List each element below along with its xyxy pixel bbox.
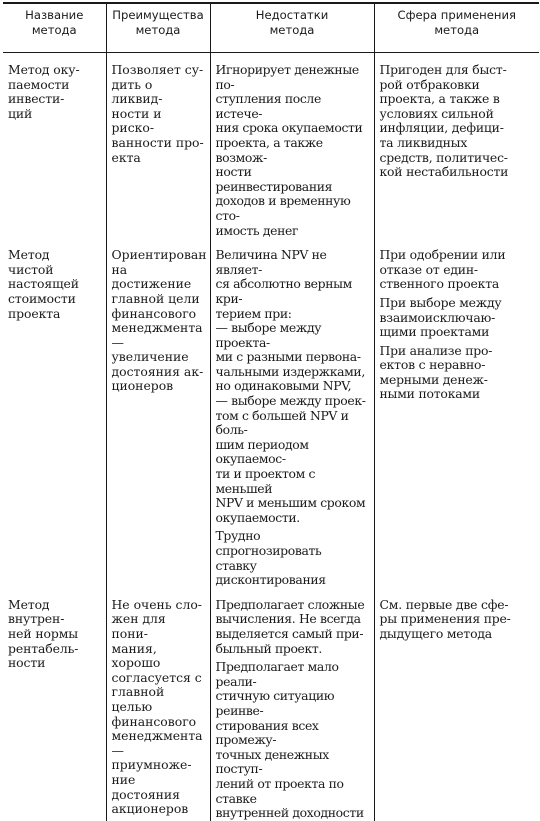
advantages-cell (106, 53, 210, 239)
disadvantages-cell (210, 53, 374, 239)
table-row (3, 588, 539, 821)
header-advantages: Преимущества метода (106, 3, 210, 53)
scope-cell (374, 238, 539, 588)
header-scope: Сфера применения метода (374, 3, 539, 53)
table-body (3, 53, 539, 821)
disadvantages-cell (210, 238, 374, 588)
scope-text: См. первые две сфе- ры применения пре- дыдущего метода (379, 596, 511, 641)
table-row (3, 238, 539, 588)
method-name: Метод внутрен- ней нормы рентабель- ности (8, 596, 79, 671)
disadvantages-text: Игнорирует денежные по- ступления после истече- ния срока окупаемости проекта, а также возмож- ности реинвестирования доходов и временную сто- имость денег (215, 62, 363, 238)
disadvantages-text: Предполагает сложные вычисления. Не всегда выделяется самый при- быльный проект. (215, 596, 365, 656)
header-method-name: Название метода (3, 3, 106, 53)
scope-text: Пригоден для быст- рой отбраковки проекта, а также в условиях сильной инфляции, дефици- та ликвидных средств, политичес- кой нестабильности (379, 62, 509, 180)
investment-methods-table (3, 2, 539, 821)
advantages-cell (106, 238, 210, 588)
scope-cell (374, 53, 539, 239)
scope-text: При анализе про- ектов с неравно- мерными денеж- ными потоками (379, 342, 493, 402)
method-name-cell (3, 238, 106, 588)
scope-text: При выборе между взаимоисключаю- щими проектами (379, 294, 502, 340)
advantages-text: Ориентирован на достижение главной цели финансового менеджмента — увеличение достояния ак- ционеров (111, 247, 207, 394)
header-disadvantages: Недостатки метода (210, 3, 374, 53)
disadvantages-text: Предполагает мало реали- стичную ситуацию реинве- стирования всех промежу- точных денежных поступ- лений от проекта по ставке внутренней доходности (215, 659, 364, 821)
scope-text: При одобрении или отказе от един- ственного проекта (379, 247, 506, 292)
table-row (3, 53, 539, 239)
table-header (3, 3, 539, 53)
advantages-text: Позволяет су- дить о ликвид- ности и риско- ванности про- екта (111, 62, 204, 165)
scope-cell (374, 588, 539, 821)
header-row (3, 3, 539, 53)
method-name: Метод оку- паемости инвести- ций (8, 62, 80, 121)
advantages-cell (106, 588, 210, 821)
advantages-text: Не очень сло- жен для пони- мания, хорошо согласуется с главной целью финансового менеджмента — приумноже- ние достояния акционеров (111, 596, 203, 817)
disadvantages-text: Величина NPV не являет- ся абсолютно верным кри- терием при: — выборе между проекта- ми с разными первона- чальными издержками, но одинаковыми NPV, — выборе между проек- том с большей NPV и боль- шим периодом окупаемос- ти и проектом с меньшей NPV и меньшим сроком окупаемости. (215, 247, 366, 525)
method-name-cell (3, 588, 106, 821)
method-name: Метод чистой настоящей стоимости проекта (8, 247, 79, 321)
disadvantages-text: Трудно спрогнозировать ставку дисконтирования (215, 528, 326, 588)
disadvantages-cell (210, 588, 374, 821)
method-name-cell (3, 53, 106, 239)
